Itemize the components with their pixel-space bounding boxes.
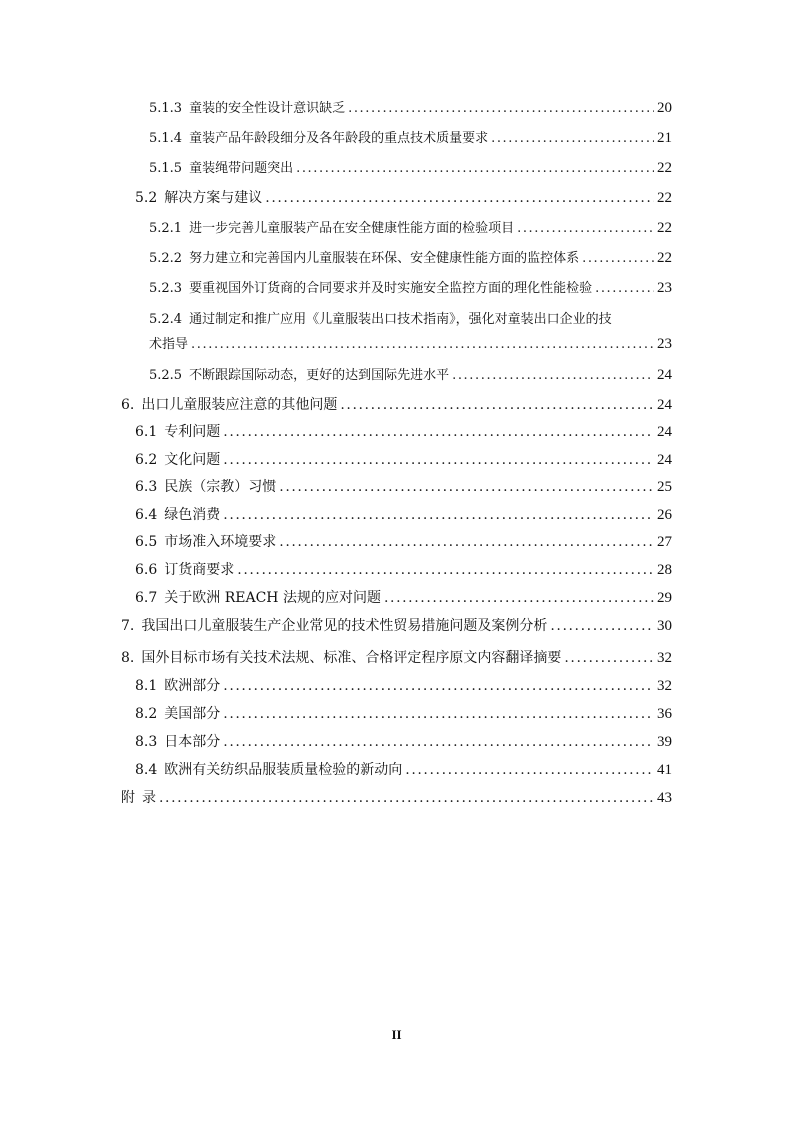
toc-entry-page: 24 [657, 424, 672, 440]
toc-entry-page: 23 [657, 280, 672, 296]
toc-leader-dots [223, 677, 654, 695]
toc-entry-title: 文化问题 [164, 452, 221, 468]
toc-leader-dots [223, 705, 654, 723]
toc-entry-page: 23 [657, 336, 672, 352]
toc-entry-number: 附 [121, 790, 135, 806]
toc-entry-page: 41 [657, 762, 672, 778]
toc-entry-title: 童装的安全性设计意识缺乏 [189, 101, 346, 116]
toc-entry-title: 欧洲有关纺织品服装质量检验的新动向 [164, 762, 403, 778]
toc-entry-number: 5.2.3 [149, 281, 183, 296]
toc-entry[interactable] [135, 423, 672, 441]
toc-leader-dots [237, 561, 654, 579]
toc-entry-title: 不断跟踪国际动态，更好的达到国际先进水平 [189, 368, 450, 383]
toc-entry-page: 39 [657, 734, 672, 750]
toc-entry-page: 32 [657, 650, 672, 666]
toc-entry-title: 日本部分 [164, 734, 221, 750]
toc-entry[interactable] [135, 533, 672, 551]
toc-entry-title: 努力建立和完善国内儿童服装在环保、安全健康性能方面的监控体系 [189, 251, 580, 266]
toc-leader-dots [384, 589, 654, 607]
toc-entry-number: 8. [121, 650, 135, 666]
toc-entry[interactable] [135, 705, 672, 723]
toc-entry-appendix[interactable] [121, 789, 672, 807]
toc-entry-number: 8.2 [135, 706, 158, 722]
toc-entry-page: 22 [657, 220, 672, 236]
toc-entry-number: 6.6 [135, 562, 158, 578]
toc-leader-dots [595, 280, 654, 298]
toc-leader-dots [564, 649, 654, 667]
toc-leader-dots [340, 396, 654, 414]
toc-entry-number: 5.1.3 [149, 101, 183, 116]
toc-entry-title: 童装绳带问题突出 [189, 161, 294, 176]
toc-entry-title: 欧洲部分 [164, 678, 221, 694]
toc-entry[interactable] [149, 335, 672, 354]
toc-leader-dots [405, 761, 654, 779]
toc-entry-number: 8.1 [135, 678, 158, 694]
toc-entry[interactable] [135, 451, 672, 469]
toc-entry-title: 进一步完善儿童服装产品在安全健康性能方面的检验项目 [189, 221, 515, 236]
toc-leader-dots [265, 189, 654, 207]
toc-entry[interactable] [135, 478, 672, 496]
toc-entry-number: 5.2.4 [149, 312, 183, 327]
toc-entry-title: 通过制定和推广应用《儿童服装出口技术指南》，强化对童装出口企业的技 [189, 312, 612, 327]
toc-entry[interactable] [149, 219, 672, 238]
toc-entry-title: 录 [142, 790, 156, 806]
toc-leader-dots [159, 789, 654, 807]
toc-leader-dots [296, 160, 654, 178]
toc-entry-number: 8.4 [135, 762, 158, 778]
toc-entry-number: 6.4 [135, 507, 158, 523]
toc-entry-title: 解决方案与建议 [164, 190, 263, 206]
toc-entry[interactable] [149, 99, 672, 118]
toc-entry[interactable] [135, 761, 672, 779]
toc-entry-number: 5.1.5 [149, 161, 183, 176]
toc-entry-page: 43 [657, 790, 672, 806]
toc-entry-title: 市场准入环境要求 [164, 534, 277, 550]
toc-entry[interactable] [135, 561, 672, 579]
toc-entry[interactable] [121, 649, 672, 667]
toc-entry-number: 5.1.4 [149, 131, 183, 146]
toc-entry[interactable] [149, 279, 672, 298]
toc-entry[interactable] [149, 159, 672, 178]
toc-entry-title: 绿色消费 [164, 507, 221, 523]
toc-entry-page: 20 [657, 100, 672, 116]
toc-entry-number: 5.2 [135, 190, 158, 206]
toc-entry-title: 民族（宗教）习惯 [164, 479, 277, 495]
toc-entry-number: 5.2.5 [149, 368, 183, 383]
toc-entry-number: 5.2.2 [149, 251, 183, 266]
toc-entry-page: 24 [657, 367, 672, 383]
toc-entry-page: 29 [657, 590, 672, 606]
toc-leader-dots [223, 451, 654, 469]
toc-entry-number: 6.1 [135, 424, 158, 440]
toc-entry[interactable] [121, 396, 672, 414]
toc-entry[interactable] [135, 189, 672, 207]
toc-entry-number: 8.3 [135, 734, 158, 750]
toc-entry-title: 美国部分 [164, 706, 221, 722]
toc-leader-dots [223, 733, 654, 751]
toc-leader-dots [279, 478, 654, 496]
toc-entry-number: 6.5 [135, 534, 158, 550]
toc-leader-dots [348, 100, 654, 118]
toc-entry[interactable] [121, 617, 672, 635]
toc-entry-page: 22 [657, 250, 672, 266]
toc-leader-dots [452, 367, 654, 385]
toc-entry-page: 27 [657, 534, 672, 550]
toc-entry-number: 6.7 [135, 590, 158, 606]
toc-entry-page: 24 [657, 397, 672, 413]
toc-leader-dots [550, 617, 654, 635]
toc-entry-number: 7. [121, 618, 135, 634]
toc-entry[interactable] [135, 506, 672, 524]
toc-entry-page: 36 [657, 706, 672, 722]
toc-entry[interactable] [135, 589, 672, 607]
toc-entry-number: 6. [121, 397, 135, 413]
toc-leader-dots [517, 220, 654, 238]
toc-entry-page: 22 [657, 160, 672, 176]
toc-entry-page: 21 [657, 130, 672, 146]
toc-entry-number: 6.2 [135, 452, 158, 468]
toc-leader-dots [279, 533, 654, 551]
toc-entry-title: 童装产品年龄段细分及各年龄段的重点技术质量要求 [189, 131, 489, 146]
toc-leader-dots [223, 423, 654, 441]
toc-entry-title: 订货商要求 [164, 562, 235, 578]
toc-entry-page: 32 [657, 678, 672, 694]
toc-leader-dots [491, 130, 654, 148]
toc-entry-number: 5.2.1 [149, 221, 183, 236]
toc-entry-title: 要重视国外订货商的合同要求并及时实施安全监控方面的理化性能检验 [189, 281, 593, 296]
toc-entry-page: 25 [657, 479, 672, 495]
toc-entry-page: 22 [657, 190, 672, 206]
toc-entry[interactable] [149, 129, 672, 148]
toc-entry-page: 30 [657, 618, 672, 634]
toc-leader-dots [223, 506, 654, 524]
toc-entry-page: 26 [657, 507, 672, 523]
toc-entry-title-continued: 术指导 [149, 337, 189, 352]
toc-entry-wrapped-line[interactable] [149, 311, 672, 329]
toc-entry-title: 专利问题 [164, 424, 221, 440]
toc-entry-page: 28 [657, 562, 672, 578]
toc-entry[interactable] [135, 733, 672, 751]
page-footer-number: II [391, 1027, 402, 1042]
toc-entry-title: 关于欧洲 REACH 法规的应对问题 [164, 590, 381, 606]
toc-entry-number: 6.3 [135, 479, 158, 495]
toc-entry-title: 国外目标市场有关技术法规、标准、合格评定程序原文内容翻译摘要 [141, 650, 562, 666]
toc-entry[interactable] [149, 366, 672, 385]
toc-entry-title: 出口儿童服装应注意的其他问题 [141, 397, 338, 413]
toc-entry-page: 24 [657, 452, 672, 468]
toc-entry[interactable] [149, 249, 672, 268]
toc-entry-title: 我国出口儿童服装生产企业常见的技术性贸易措施问题及案例分析 [141, 618, 548, 634]
toc-leader-dots [582, 250, 654, 268]
toc-entry[interactable] [135, 677, 672, 695]
toc-leader-dots [191, 336, 654, 354]
